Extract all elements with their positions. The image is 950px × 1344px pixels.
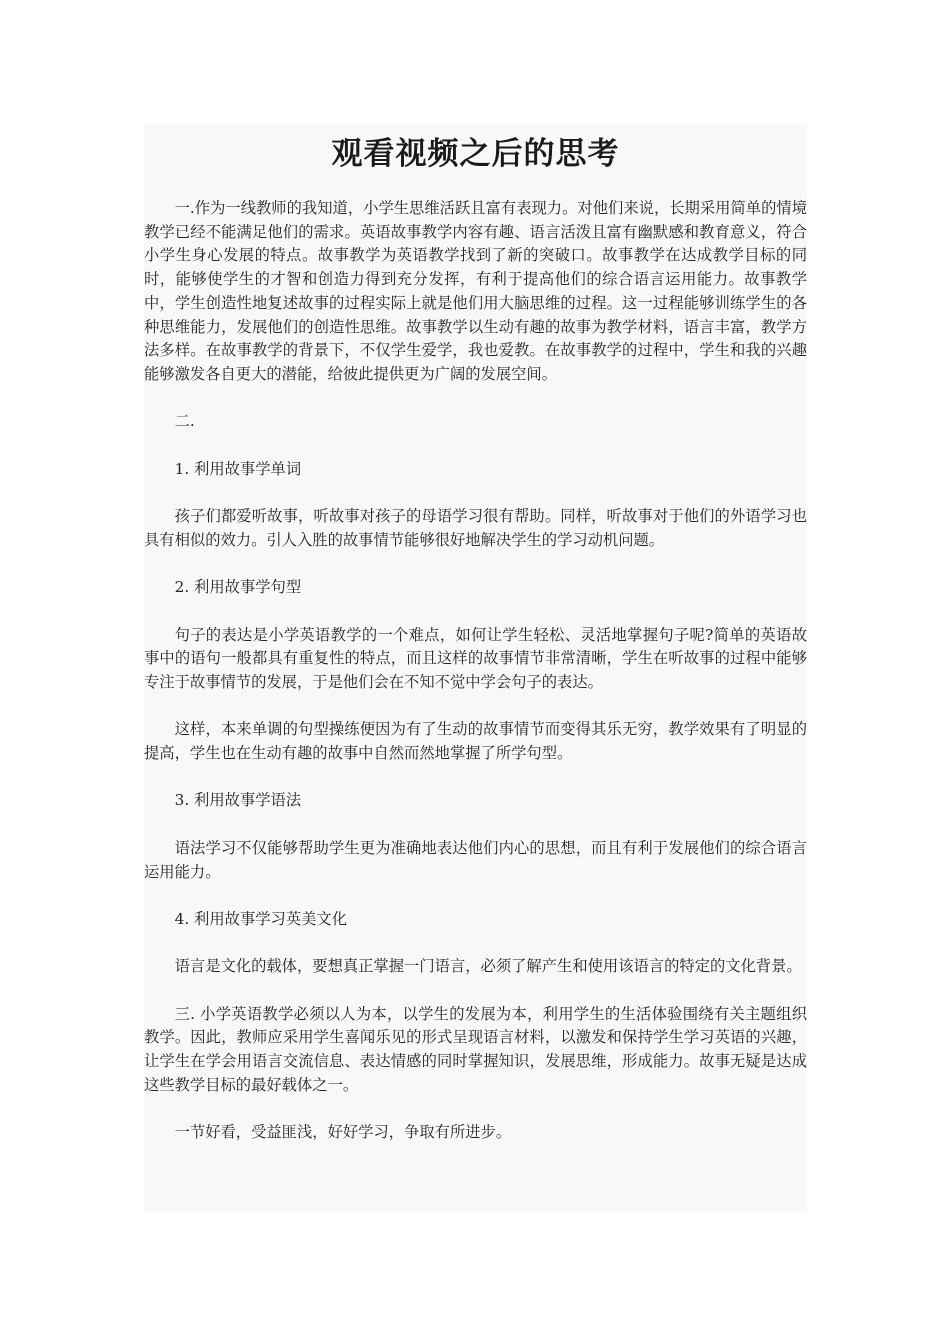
subheading-culture: 4. 利用故事学习英美文化 xyxy=(174,909,348,928)
page-title: 观看视频之后的思考 xyxy=(331,136,620,172)
paragraph-closing: 一节好看，受益匪浅，好好学习，争取有所进步。 xyxy=(174,1123,512,1142)
subheading-vocabulary: 1. 利用故事学单词 xyxy=(174,459,302,478)
paragraph-section-one: 一.作为一线教师的我知道，小学生思维活跃且富有表现力。对他们来说，长期采用简单的情境教学已经不能满足他们的需求。英语故事教学内容有趣、语言活泼且富有幽默感和教育意义，符合小学生身心发展的特点。故事教学为英语教学找到了新的突破口。故事教学在达成教学目标的同时，能够使学生的才智和创造力得到充分发挥，有利于提高他们的综合语言运用能力。故事教学中，学生创造性地复述故事的过程实际上就是他们用大脑思维的过程。这一过程能够训练学生的各种思维能力，发展他们的创造性思维。故事教学以生动有趣的故事为教学材料，语言丰富，教学方法多样。在故事教学的背景下，不仅学生爱学，我也爱教。在故事教学的过程中，学生和我的兴趣能够激发各自更大的潜能，给彼此提供更为广阔的发展空间。 xyxy=(144,199,807,383)
paragraph-section-three: 三. 小学英语教学必须以人为本，以学生的发展为本，利用学生的生活体验围绕有关主题组织教学。因此，教师应采用学生喜闻乐见的形式呈现语言材料，以激发和保持学生学习英语的兴趣，让学生在学会用语言交流信息、表达情感的同时掌握知识，发展思维，形成能力。故事无疑是达成这些教学目标的最好载体之一。 xyxy=(144,1004,807,1094)
paragraph-culture: 语言是文化的载体，要想真正掌握一门语言，必须了解产生和使用该语言的特定的文化背景。 xyxy=(174,957,802,976)
paragraph-grammar: 语法学习不仅能够帮助学生更为准确地表达他们内心的思想，而且有利于发展他们的综合语言运用能力。 xyxy=(144,838,807,881)
paragraph-sentence-patterns-effect: 这样，本来单调的句型操练便因为有了生动的故事情节而变得其乐无穷，教学效果有了明显的提高，学生也在生动有趣的故事中自然而然地掌握了所学句型。 xyxy=(144,720,807,763)
paragraph-sentence-patterns: 句子的表达是小学英语教学的一个难点，如何让学生轻松、灵活地掌握句子呢?简单的英语故事中的语句一般都具有重复性的特点，而且这样的故事情节非常清晰，学生在听故事的过程中能够专注于故事情节的发展，于是他们会在不知不觉中学会句子的表达。 xyxy=(144,625,807,691)
document-page xyxy=(144,124,807,1212)
section-two-heading: 二. xyxy=(174,412,195,431)
paragraph-vocabulary: 孩子们都爱听故事，听故事对孩子的母语学习很有帮助。同样，听故事对于他们的外语学习也具有相似的效力。引人入胜的故事情节能够很好地解决学生的学习动机问题。 xyxy=(144,507,807,549)
subheading-grammar: 3. 利用故事学语法 xyxy=(174,791,302,810)
subheading-sentence-patterns: 2. 利用故事学句型 xyxy=(174,578,302,597)
